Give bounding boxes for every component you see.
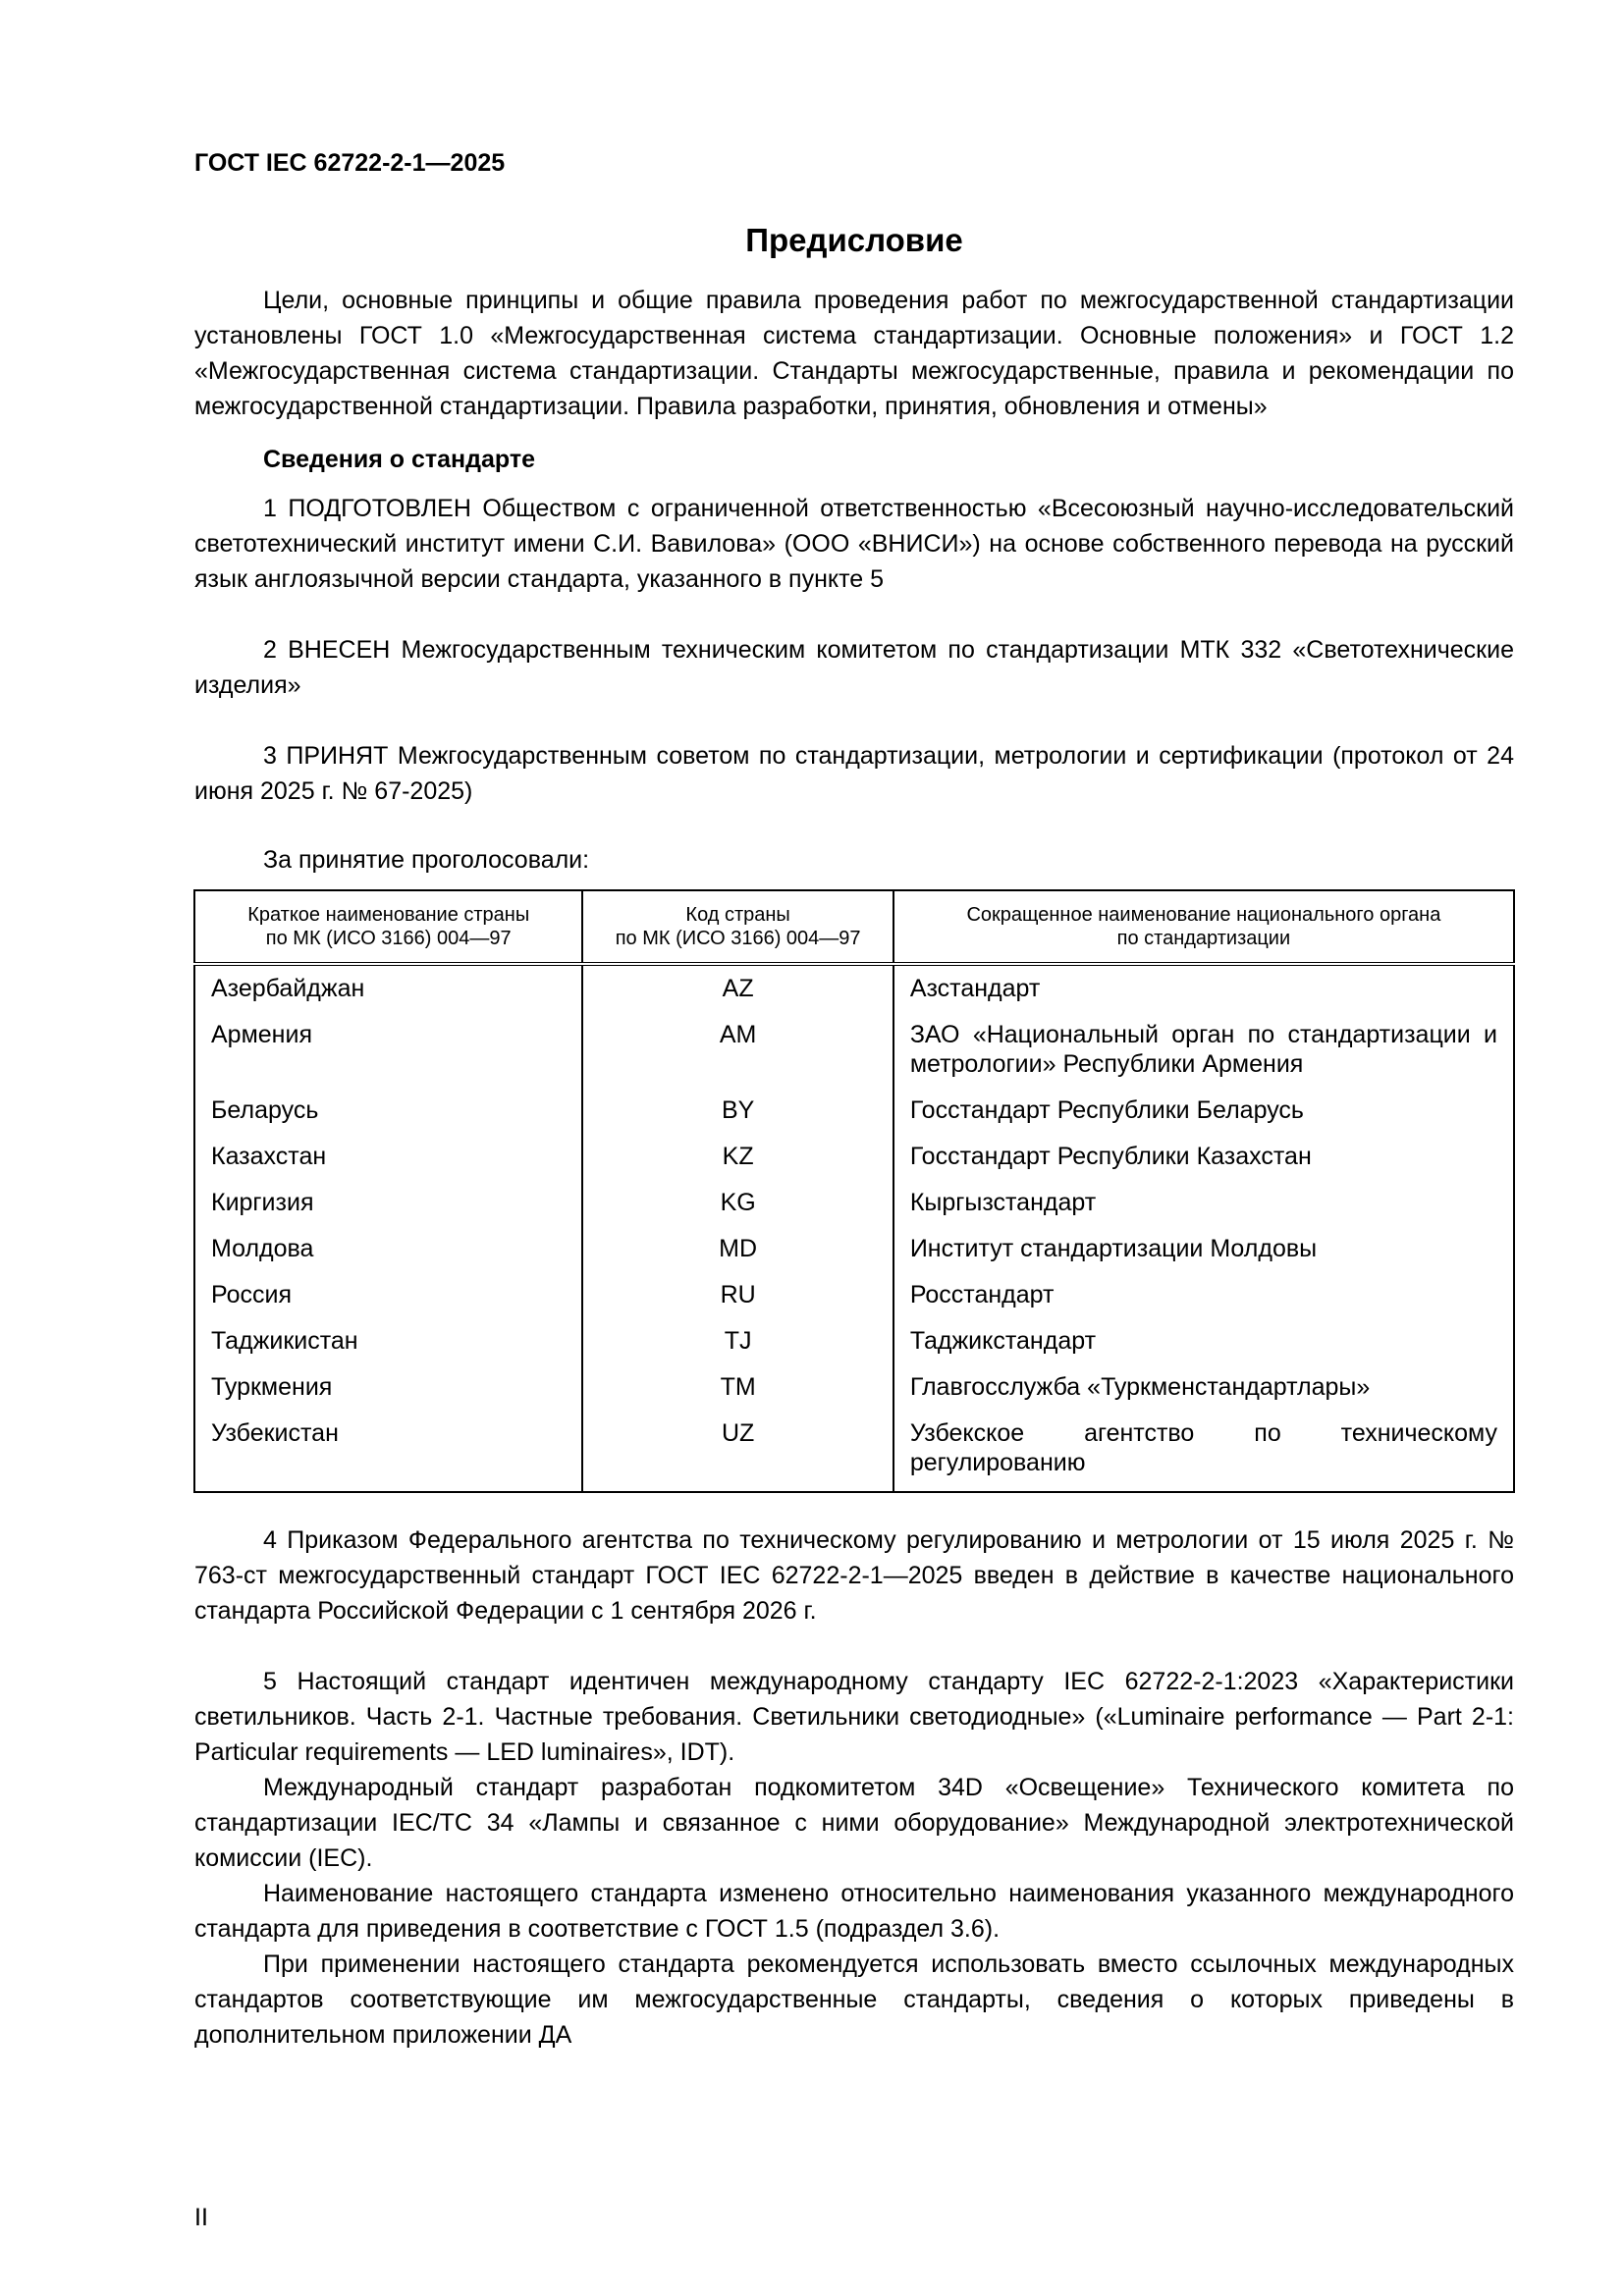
table-row xyxy=(194,964,1514,1012)
code-cell: AZ xyxy=(582,964,893,1012)
item-2-paragraph: 2 ВНЕСЕН Межгосударственным техническим комитетом по стандартизации МТК 332 «Светотехнические изделия» xyxy=(194,636,1514,699)
org-cell: Азстандарт xyxy=(893,964,1514,1012)
document-code-header: ГОСТ IEC 62722-2-1—2025 xyxy=(194,149,506,177)
item-3-paragraph: 3 ПРИНЯТ Межгосударственным советом по стандартизации, метрологии и сертификации (протокол от 24 июня 2025 г. № 67-2025) xyxy=(194,742,1514,805)
item-4-paragraph: 4 Приказом Федерального агентства по техническому регулированию и метрологии от 15 июля 2025 г. № 763-ст межгосударственный стандарт ГОСТ IEC 62722-2-1—2025 введен в действие в качестве национального стандарта Российской Федерации с 1 сентября 2026 г. xyxy=(194,1526,1514,1625)
code-cell: AM xyxy=(582,1012,893,1088)
code-cell: UZ xyxy=(582,1411,893,1492)
page-title: Предисловие xyxy=(745,222,963,258)
item-5-origin-paragraph: Международный стандарт разработан подкомитетом 34D «Освещение» Технического комитета по стандартизации IEC/TC 34 «Лампы и связанное с ними оборудование» Международной электротехнической комиссии (IEC). xyxy=(194,1774,1514,1872)
vote-label: За принятие проголосовали: xyxy=(263,846,590,874)
org-cell: Кыргызстандарт xyxy=(893,1180,1514,1226)
country-cell: Киргизия xyxy=(194,1180,582,1226)
table-row xyxy=(194,1180,1514,1226)
column-header-org: Сокращенное наименование национального органа по стандартизации xyxy=(893,890,1514,964)
page-number: II xyxy=(194,2204,208,2231)
country-cell: Таджикистан xyxy=(194,1318,582,1364)
table-row xyxy=(194,1411,1514,1492)
org-cell: Институт стандартизации Молдовы xyxy=(893,1226,1514,1272)
info-heading: Сведения о стандарте xyxy=(263,446,536,473)
country-cell: Казахстан xyxy=(194,1134,582,1180)
country-cell: Туркмения xyxy=(194,1364,582,1411)
code-cell: TM xyxy=(582,1364,893,1411)
org-cell: Узбекское агентство по техническому регулированию xyxy=(893,1411,1514,1492)
page-content xyxy=(194,222,1514,2053)
table-row xyxy=(194,1318,1514,1364)
table-row xyxy=(194,1088,1514,1134)
table-header-row xyxy=(194,890,1514,964)
org-cell: ЗАО «Национальный орган по стандартизации и метрологии» Республики Армения xyxy=(893,1012,1514,1088)
code-cell: KZ xyxy=(582,1134,893,1180)
table-row xyxy=(194,1134,1514,1180)
org-cell: Госстандарт Республики Беларусь xyxy=(893,1088,1514,1134)
column-header-code: Код страны по МК (ИСО 3166) 004—97 xyxy=(582,890,893,964)
code-cell: TJ xyxy=(582,1318,893,1364)
table-row xyxy=(194,1272,1514,1318)
table-row xyxy=(194,1226,1514,1272)
code-cell: BY xyxy=(582,1088,893,1134)
item-5-references-paragraph: При применении настоящего стандарта рекомендуется использовать вместо ссылочных международных стандартов соответствующие им межгосударственные стандарты, сведения о которых приведены в дополнительном приложении ДА xyxy=(194,1950,1514,2049)
column-header-country: Краткое наименование страны по МК (ИСО 3166) 004—97 xyxy=(194,890,582,964)
country-cell: Армения xyxy=(194,1012,582,1088)
table-row xyxy=(194,1012,1514,1088)
country-cell: Россия xyxy=(194,1272,582,1318)
item-5-title-change-paragraph: Наименование настоящего стандарта изменено относительно наименования указанного международного стандарта для приведения в соответствие с ГОСТ 1.5 (подраздел 3.6). xyxy=(194,1880,1514,1943)
org-cell: Госстандарт Республики Казахстан xyxy=(893,1134,1514,1180)
code-cell: MD xyxy=(582,1226,893,1272)
intro-paragraph: Цели, основные принципы и общие правила проведения работ по межгосударственной стандартизации установлены ГОСТ 1.0 «Межгосударственная система стандартизации. Основные положения» и ГОСТ 1.2 «Межгосударственная система стандартизации. Стандарты межгосударственные, правила и рекомендации по межгосударственной стандартизации. Правила разработки, принятия, обновления и отмены» xyxy=(194,287,1514,420)
org-cell: Росстандарт xyxy=(893,1272,1514,1318)
item-5-paragraph: 5 Настоящий стандарт идентичен международному стандарту IEC 62722-2-1:2023 «Характеристики светильников. Часть 2-1. Частные требования. Светильники светодиодные» («Luminaire performance — Part 2-1: Particular requirements — LED luminaires», IDT). xyxy=(194,1668,1514,1766)
code-cell: RU xyxy=(582,1272,893,1318)
country-cell: Азербайджан xyxy=(194,964,582,1012)
item-1-paragraph: 1 ПОДГОТОВЛЕН Обществом с ограниченной ответственностью «Всесоюзный научно-исследовательский светотехнический институт имени С.И. Вавилова» (ООО «ВНИСИ») на основе собственного перевода на русский язык англоязычной версии стандарта, указанного в пункте 5 xyxy=(194,495,1514,593)
org-cell: Таджикстандарт xyxy=(893,1318,1514,1364)
org-cell: Главгосслужба «Туркменстандартлары» xyxy=(893,1364,1514,1411)
code-cell: KG xyxy=(582,1180,893,1226)
country-cell: Молдова xyxy=(194,1226,582,1272)
country-cell: Узбекистан xyxy=(194,1411,582,1492)
voting-table xyxy=(193,889,1515,1493)
table-row xyxy=(194,1364,1514,1411)
country-cell: Беларусь xyxy=(194,1088,582,1134)
